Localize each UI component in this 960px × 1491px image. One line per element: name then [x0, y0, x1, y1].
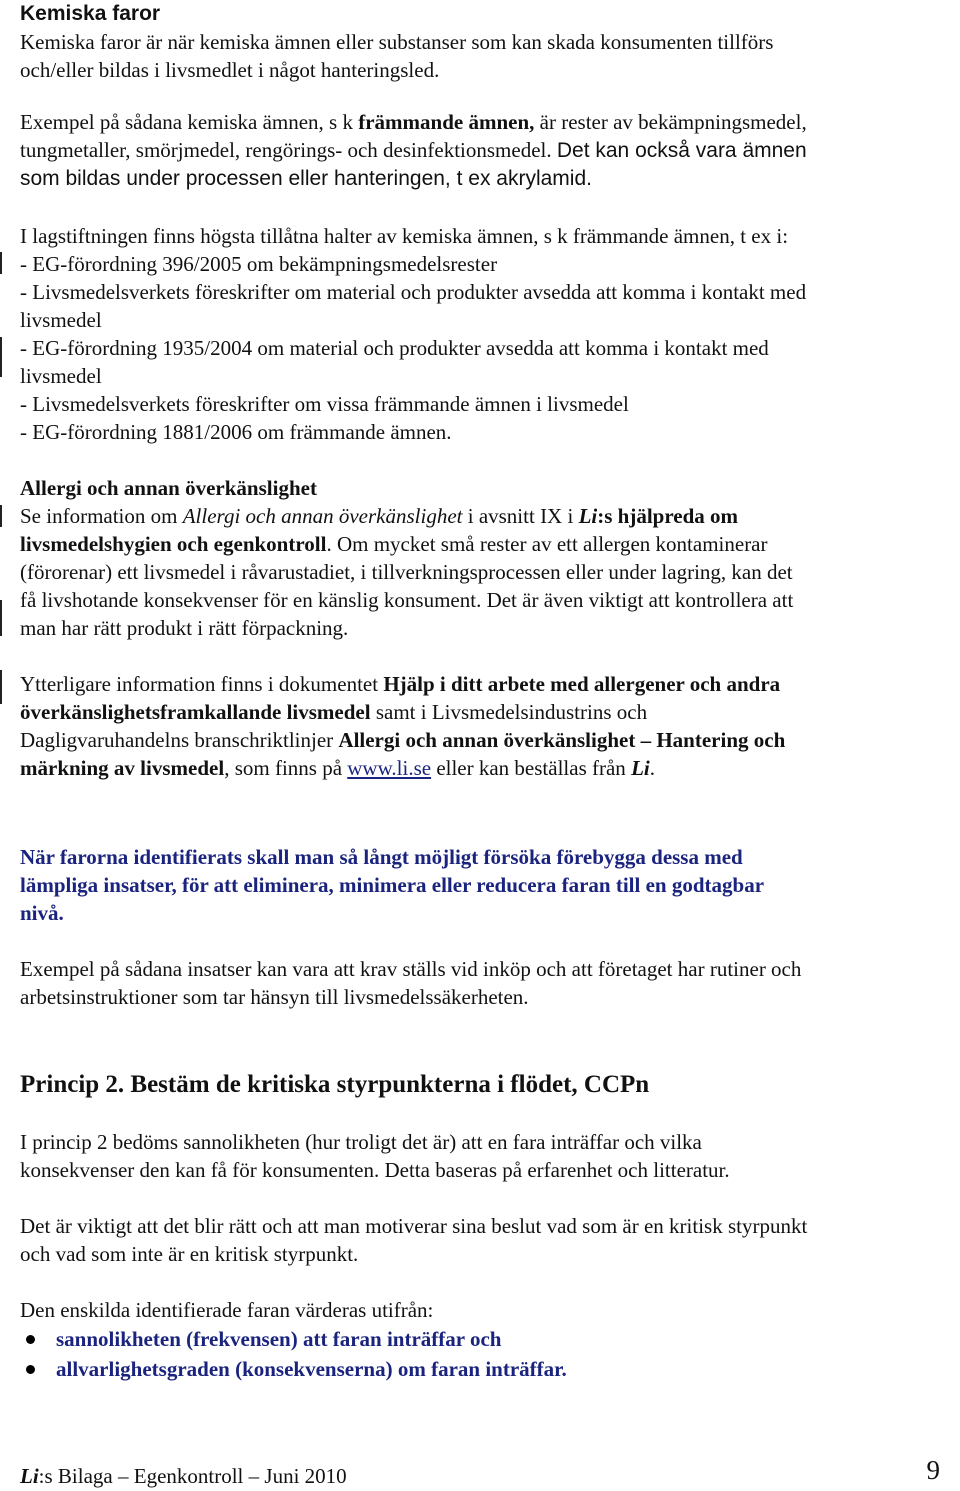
section-principle-2 — [20, 1128, 945, 1184]
paragraph-line — [20, 136, 945, 165]
paragraph-line — [20, 530, 945, 558]
list-item: livsmedel — [20, 308, 102, 332]
paragraph-line: arbetsinstruktioner som tar hänsyn till livsmedelssäkerheten. — [20, 985, 529, 1009]
paragraph-line: lämpliga insatser, för att eliminera, minimera eller reducera faran till en godtagbar — [20, 873, 765, 897]
text-run: är rester av bekämpningsmedel, — [534, 110, 807, 134]
italic-text: Li — [578, 504, 598, 528]
paragraph-line: nivå. — [20, 901, 64, 925]
section-heading: Kemiska faror — [20, 2, 161, 25]
text-run: . Om mycket små rester av ett allergen kontaminerar — [326, 532, 768, 556]
text-run: Ytterligare information finns i dokumentet — [20, 672, 384, 696]
text-run: Exempel på sådana kemiska ämnen, s k — [20, 110, 359, 134]
paragraph-line — [20, 502, 945, 530]
list-item: livsmedel — [20, 364, 102, 388]
section-decisions — [20, 1212, 945, 1268]
paragraph-line: Kemiska faror är när kemiska ämnen eller substanser som kan skada konsumenten tillförs — [20, 30, 774, 54]
list-item: - EG-förordning 1881/2006 om främmande ämnen. — [20, 420, 452, 444]
text-run: tungmetaller, smörjmedel, rengörings- och desinfektionsmedel. — [20, 138, 557, 162]
bullet-icon — [26, 1365, 35, 1374]
bold-text: livsmedelshygien och egenkontroll — [20, 532, 327, 556]
paragraph-line: få livshotande konsekvenser för en känslig konsument. Det är även viktigt att kontrollera att — [20, 588, 794, 612]
section-heading: Allergi och annan överkänslighet — [20, 476, 317, 500]
paragraph-line: konsekvenser den kan få för konsumenten. Detta baseras på erfarenhet och litteratur. — [20, 1158, 730, 1182]
section-examples — [20, 108, 945, 193]
text-run: Se information om — [20, 504, 183, 528]
paragraph-line: När farorna identifierats skall man så långt möjligt försöka förebygga dessa med — [20, 845, 743, 869]
paragraph-line: och/eller bildas i livsmedlet i något hanteringsled. — [20, 58, 440, 82]
italic-text: Allergi och annan överkänslighet — [182, 504, 463, 528]
list-item: - EG-förordning 1935/2004 om material och produkter avsedda att komma i kontakt med — [20, 336, 769, 360]
section-further-info — [20, 670, 945, 782]
bullet-list — [20, 1324, 945, 1384]
paragraph-line: I princip 2 bedöms sannolikheten (hur troligt det är) att en fara inträffar och vilka — [20, 1130, 702, 1154]
bold-text: Allergi och annan överkänslighet – Hantering och — [338, 728, 786, 752]
text-run: Dagligvaruhandelns branschriktlinjer — [20, 728, 339, 752]
change-bar — [0, 670, 2, 704]
section-prevention — [20, 843, 945, 927]
bold-text: Hjälp i ditt arbete med allergener och andra — [383, 672, 781, 696]
section-evaluation — [20, 1296, 945, 1384]
text-run: . — [649, 756, 655, 780]
paragraph-line: och vad som inte är en kritisk styrpunkt. — [20, 1242, 359, 1266]
bold-text: märkning av livsmedel — [20, 756, 225, 780]
section-chemical-hazards — [20, 0, 945, 84]
paragraph-line: I lagstiftningen finns högsta tillåtna halter av kemiska ämnen, s k främmande ämnen, t ex i: — [20, 224, 789, 248]
paragraph-line — [20, 670, 945, 698]
footer-text: :s Bilaga – Egenkontroll – Juni 2010 — [38, 1464, 347, 1488]
paragraph-line — [20, 754, 945, 782]
list-item: - Livsmedelsverkets föreskrifter om material och produkter avsedda att komma i kontakt med — [20, 280, 807, 304]
paragraph-line — [20, 108, 945, 136]
paragraph-line: Det är viktigt att det blir rätt och att man motiverar sina beslut vad som är en kritisk styrpunkt — [20, 1214, 808, 1238]
footer-brand: Li — [20, 1464, 39, 1488]
section-legislation — [20, 222, 945, 446]
paragraph-line — [20, 726, 945, 754]
change-bar — [0, 600, 2, 636]
list-item-text: sannolikheten (frekvensen) att faran inträffar och — [56, 1327, 502, 1351]
change-bar — [0, 252, 2, 274]
paragraph-line: som bildas under processen eller hanteringen, t ex akrylamid. — [20, 167, 592, 190]
page-number: 9 — [926, 1455, 940, 1485]
bold-text: :s hjälpreda om — [597, 504, 739, 528]
paragraph-line: Den enskilda identifierade faran värderas utifrån: — [20, 1298, 434, 1322]
page-footer — [20, 1455, 940, 1490]
change-bar — [0, 505, 2, 527]
text-run: eller kan beställas från — [431, 756, 632, 780]
bold-text: överkänslighetsframkallande livsmedel — [20, 700, 371, 724]
bullet-icon — [26, 1335, 35, 1344]
sans-text: Det kan också vara ämnen — [556, 139, 807, 162]
text-run: i avsnitt IX i — [462, 504, 579, 528]
section-measures — [20, 955, 945, 1011]
text-run: , som finns på — [224, 756, 348, 780]
paragraph-line: (förorenar) ett livsmedel i råvarustadiet, i tillverkningsprocessen eller under lagring, kan det — [20, 560, 793, 584]
paragraph-line — [20, 698, 945, 726]
italic-text: Li — [631, 756, 650, 780]
list-item-text: allvarlighetsgraden (konsekvenserna) om faran inträffar. — [56, 1357, 567, 1381]
website-link[interactable]: www.li.se — [347, 756, 432, 780]
list-item — [20, 1354, 945, 1384]
paragraph-line: Exempel på sådana insatser kan vara att krav ställs vid inköp och att företaget har rutiner och — [20, 957, 802, 981]
text-run: samt i Livsmedelsindustrins och — [370, 700, 648, 724]
list-item: - EG-förordning 396/2005 om bekämpningsmedelsrester — [20, 252, 498, 276]
list-item — [20, 1324, 945, 1354]
principle-heading: Princip 2. Bestäm de kritiska styrpunkterna i flödet, CCPn — [20, 1071, 650, 1098]
list-item: - Livsmedelsverkets föreskrifter om vissa främmande ämnen i livsmedel — [20, 392, 629, 416]
section-allergy — [20, 474, 945, 642]
change-bar — [0, 337, 2, 377]
bold-text: främmande ämnen, — [358, 110, 535, 134]
paragraph-line: man har rätt produkt i rätt förpackning. — [20, 616, 349, 640]
